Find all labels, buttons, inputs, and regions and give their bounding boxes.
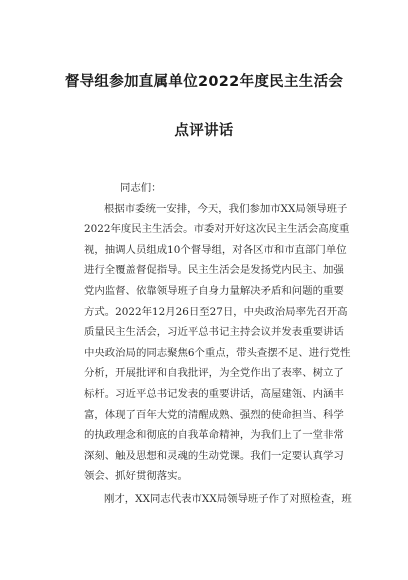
body-line: 进行全覆盖督促指导。民主生活会是发扬党内民主、加强 [84,264,344,277]
body-line: 深刻、触及思想和灵魂的生动党课。我们一定要认真学习 [84,449,344,462]
body-line: 的执政理念和彻底的自我革命精神，为我们上了一堂非常 [84,429,344,442]
body-line: 根据市委统一安排，今天，我们参加市XX局领导班子 [104,202,348,215]
body-line: 标杆。习近平总书记发表的重要讲话，高屋建瓴、内涵丰 [84,387,344,400]
document-title-line-2: 点评讲话 [174,123,234,139]
body-line: 分析，开展批评和自我批评，为全党作出了表率、树立了 [84,367,344,380]
body-line: 党内监督、依靠领导班子自身力量解决矛盾和问题的重要 [84,284,344,297]
body-line-next-paragraph: 刚才，XX同志代表市XX局领导班子作了对照检查，班 [104,492,352,505]
salutation: 同志们： [120,182,162,194]
body-line: 方式。2022年12月26日至27日，中央政治局率先召开高 [84,305,348,318]
document-title-line-1: 督导组参加直属单位2022年度民主生活会 [64,74,344,90]
body-line: 领会、抓好贯彻落实。 [84,470,188,483]
body-line: 中央政治局的同志聚焦6个重点，带头查摆不足、进行党性 [84,346,351,359]
document-body [84,178,352,510]
body-line: 质量民主生活会，习近平总书记主持会议并发表重要讲话 [84,326,344,339]
body-line: 2022年度民主生活会。市委对开好这次民主生活会高度重 [84,223,350,236]
body-line: 富，体现了百年大党的清醒成熟、强烈的使命担当、科学 [84,408,344,421]
body-line: 视，抽调人员组成10个督导组，对各区市和市直部门单位 [84,243,347,256]
